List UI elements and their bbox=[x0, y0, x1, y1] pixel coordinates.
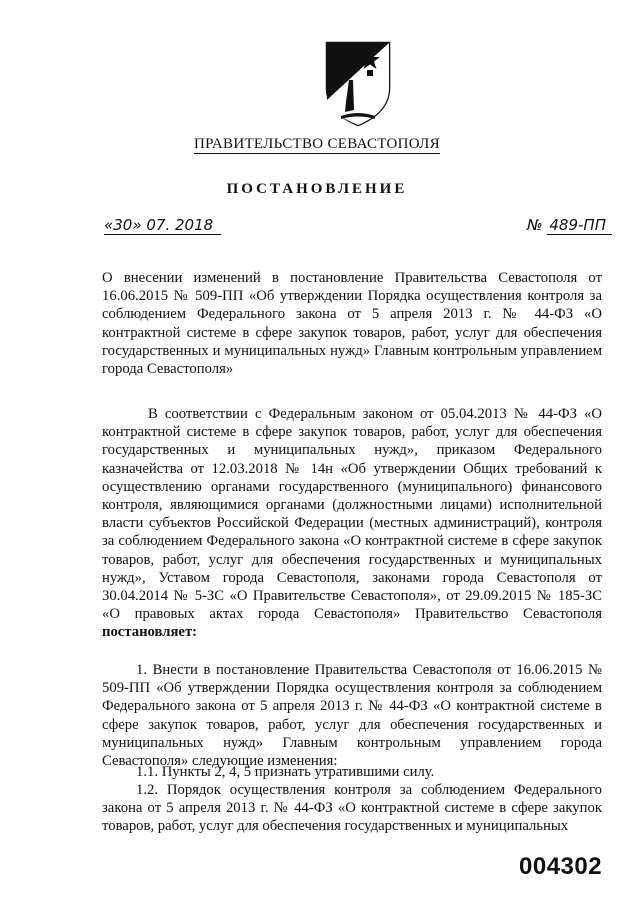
document-date: «30» 07. 2018 bbox=[104, 216, 221, 235]
item-1-2-paragraph: 1.2. Порядок осуществления контроля за соблюдением Федерального закона от 5 апреля 2013 г. № 44-ФЗ «О контрактной системе в сфере закупок товаров, работ, услуг для обеспечения государственных и муниципальных bbox=[102, 782, 602, 835]
number-value: 489-ПП bbox=[547, 216, 612, 235]
item-1-1-paragraph: 1.1. Пункты 2, 4, 5 признать утратившими силу. bbox=[136, 764, 435, 780]
government-title: ПРАВИТЕЛЬСТВО СЕВАСТОПОЛЯ bbox=[194, 136, 440, 152]
number-prefix: № bbox=[527, 216, 543, 234]
preamble-colon: : bbox=[192, 624, 198, 641]
preamble-decision-word: постановляет bbox=[102, 624, 193, 641]
preamble-text: В соответствии с Федеральным законом от 05.04.2013 № 44-ФЗ «О контрактной системе в сфере закупок товаров, работ, услуг для обеспечения государственных и муниципальных нужд», приказом Федерального казначейства от 12.03.2018 № 14н «Об утверждении Общих требований к осуществлению органами государственного (муниципального) финансового контроля, являющимися органами (должностными лицами) исполнительной власти субъектов Российской Федерации (местных администраций), контроля за соблюдением Федерального закона «О контрактной системе в сфере закупок товаров, работ, услуг для обеспечения государственных и муниципальных нужд», Уставом города Севастополя, законами города Севастополя от 30.04.2014 № 5-ЗС «О Правительстве Севастополя», от 29.09.2015 № 185-ЗС «О правовых актах города Севастополя» Правительство Севастополя bbox=[102, 406, 602, 623]
serial-number-stamp: 004302 bbox=[519, 853, 603, 880]
document-number bbox=[527, 216, 612, 234]
document-subject: О внесении изменений в постановление Правительства Севастополя от 16.06.2015 № 509-ПП «Об утверждении Порядка осуществления контроля за соблюдением Федерального закона от 5 апреля 2013 г. № 44-ФЗ «О контрактной системе в сфере закупок товаров, работ, услуг для обеспечения государственных и муниципальных нужд» Главным контрольным управлением города Севастополя» bbox=[102, 270, 602, 378]
document-type-heading: ПОСТАНОВЛЕНИЕ bbox=[226, 181, 408, 197]
sevastopol-coat-of-arms-icon bbox=[323, 40, 393, 128]
item-1-paragraph: 1. Внести в постановление Правительства Севастополя от 16.06.2015 № 509-ПП «Об утверждении Порядка осуществления контроля за соблюдением Федерального закона от 5 апреля 2013 г. № 44-ФЗ «О контрактной системе в сфере закупок товаров, работ, услуг для обеспечения государственных и муниципальных нужд» Главным контрольным управлением города Севастополя» следующие изменения: bbox=[102, 662, 602, 770]
preamble-paragraph bbox=[102, 405, 602, 642]
